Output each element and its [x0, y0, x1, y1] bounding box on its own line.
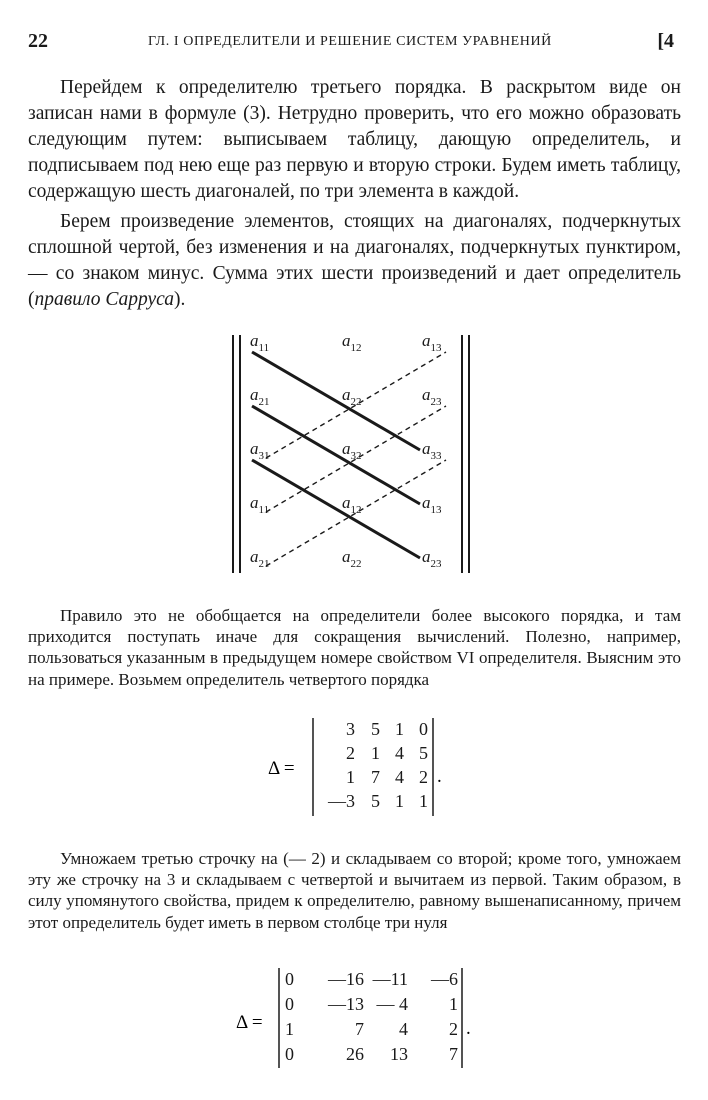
matrix-cell: 7 [355, 1019, 364, 1039]
solid-diagonal-1 [252, 352, 420, 450]
sarrus-element: $a_{31}$ [250, 439, 270, 462]
matrix-cell: —3 [328, 791, 355, 811]
det1-label: Δ = [268, 758, 295, 779]
sarrus-element: $a_{13}$ [422, 493, 442, 516]
matrix-cell: 0 [419, 719, 428, 739]
det1-elements [327, 719, 428, 811]
det2-elements [285, 969, 458, 1064]
matrix-cell: 1 [346, 767, 355, 787]
paragraph-sarrus-rule [28, 209, 681, 313]
matrix-cell: 4 [399, 1019, 408, 1039]
paragraph-intro: Перейдем к определителю третьего порядка. В раскрытом виде он записан нами в формуле (3). Нетрудно проверить, что его можно образовать следующим путем: выписываем таблицу, дающую определитель, и подписываем под нею еще раз первую и вторую строки. Будем иметь таблицу, содержащую шесть диагоналей, по три элемента в каждой. [28, 77, 681, 202]
matrix-cell: 26 [346, 1044, 364, 1064]
sarrus-element: $a_{13}$ [422, 331, 442, 354]
matrix-cell: 1 [395, 791, 404, 811]
determinant-4x4-original [0, 712, 708, 822]
det2-label: Δ = [236, 1012, 263, 1033]
matrix-cell: —13 [328, 994, 364, 1014]
determinant-4x4-transformed [0, 962, 708, 1072]
paragraph-sarrus-end: ). [174, 289, 186, 310]
paragraph-sarrus-text: Берем произведение элементов, стоящих на диагоналях, подчеркнутых сплошной чертой, без изменения и на диагоналях, подчеркнутых пунктиром, — со знаком минус. Сумма этих шести произведений и дает определитель ( [28, 211, 681, 310]
matrix-cell: 5 [371, 791, 380, 811]
matrix-cell: 1 [395, 719, 404, 739]
matrix-cell: 2 [346, 743, 355, 763]
sarrus-element: $a_{12}$ [342, 331, 362, 354]
paragraph-higher-order: Правило это не обобщается на определители более высокого порядка, и там приходится поступать иначе для сокращения вычислений. Полезно, например, пользоваться указанным в предыдущем номере свойством VI определителя. Выясним это на примере. Возьмем определитель четвертого порядка [28, 606, 681, 689]
sarrus-element: $a_{33}$ [422, 439, 442, 462]
sarrus-element: $a_{32}$ [342, 439, 362, 462]
sarrus-element: $a_{11}$ [250, 493, 270, 516]
sarrus-element: $a_{22}$ [342, 547, 362, 570]
sarrus-element: $a_{12}$ [342, 493, 362, 516]
sarrus-element: $a_{23}$ [422, 547, 442, 570]
matrix-cell: 4 [395, 767, 404, 787]
sarrus-element: $a_{22}$ [342, 385, 362, 408]
running-header [28, 30, 674, 54]
matrix-cell: 1 [285, 1019, 294, 1039]
sarrus-solid-diagonals [252, 352, 420, 558]
matrix-cell: 1 [371, 743, 380, 763]
matrix-cell: 5 [419, 743, 428, 763]
solid-diagonal-3 [252, 460, 420, 558]
det1-end: . [437, 766, 442, 787]
matrix-cell: 0 [285, 994, 294, 1014]
sarrus-diagram [0, 320, 708, 590]
solid-diagonal-2 [252, 406, 420, 504]
matrix-cell: —11 [372, 969, 408, 989]
matrix-cell: 1 [419, 791, 428, 811]
matrix-cell: 7 [449, 1044, 458, 1064]
matrix-cell: 1 [449, 994, 458, 1014]
sarrus-element: $a_{21}$ [250, 385, 270, 408]
matrix-cell: 13 [390, 1044, 408, 1064]
matrix-cell: 5 [371, 719, 380, 739]
running-title: ГЛ. I ОПРЕДЕЛИТЕЛИ И РЕШЕНИЕ СИСТЕМ УРАВНЕНИЙ [148, 34, 552, 49]
matrix-cell: 0 [285, 1044, 294, 1064]
matrix-cell: — 4 [376, 994, 408, 1014]
matrix-cell: 2 [449, 1019, 458, 1039]
paragraph-transformation: Умножаем третью строчку на (— 2) и складываем со второй; кроме того, умножаем эту же строчку на 3 и складываем с четвертой и вычитаем из первой. Таким образом, в силу упомянутого свойства, придем к определителю, равному вышенаписанному, причем этот определитель будет иметь в первом столбце три нуля [28, 849, 681, 932]
det2-end: . [466, 1018, 471, 1039]
sarrus-right-bars [462, 335, 469, 573]
sarrus-element: $a_{23}$ [422, 385, 442, 408]
matrix-cell: 0 [285, 969, 294, 989]
matrix-cell: 3 [346, 719, 355, 739]
matrix-cell: 4 [395, 743, 404, 763]
sarrus-element: $a_{21}$ [250, 547, 270, 570]
matrix-cell: —6 [431, 969, 458, 989]
rule-name: правило Сарруса [34, 289, 175, 310]
sarrus-element: $a_{11}$ [250, 331, 270, 354]
matrix-cell: 2 [419, 767, 428, 787]
matrix-cell: 7 [371, 767, 380, 787]
matrix-cell: —16 [328, 969, 364, 989]
section-number: [4 [657, 30, 674, 52]
sarrus-left-bars [233, 335, 240, 573]
page-number: 22 [28, 30, 48, 52]
